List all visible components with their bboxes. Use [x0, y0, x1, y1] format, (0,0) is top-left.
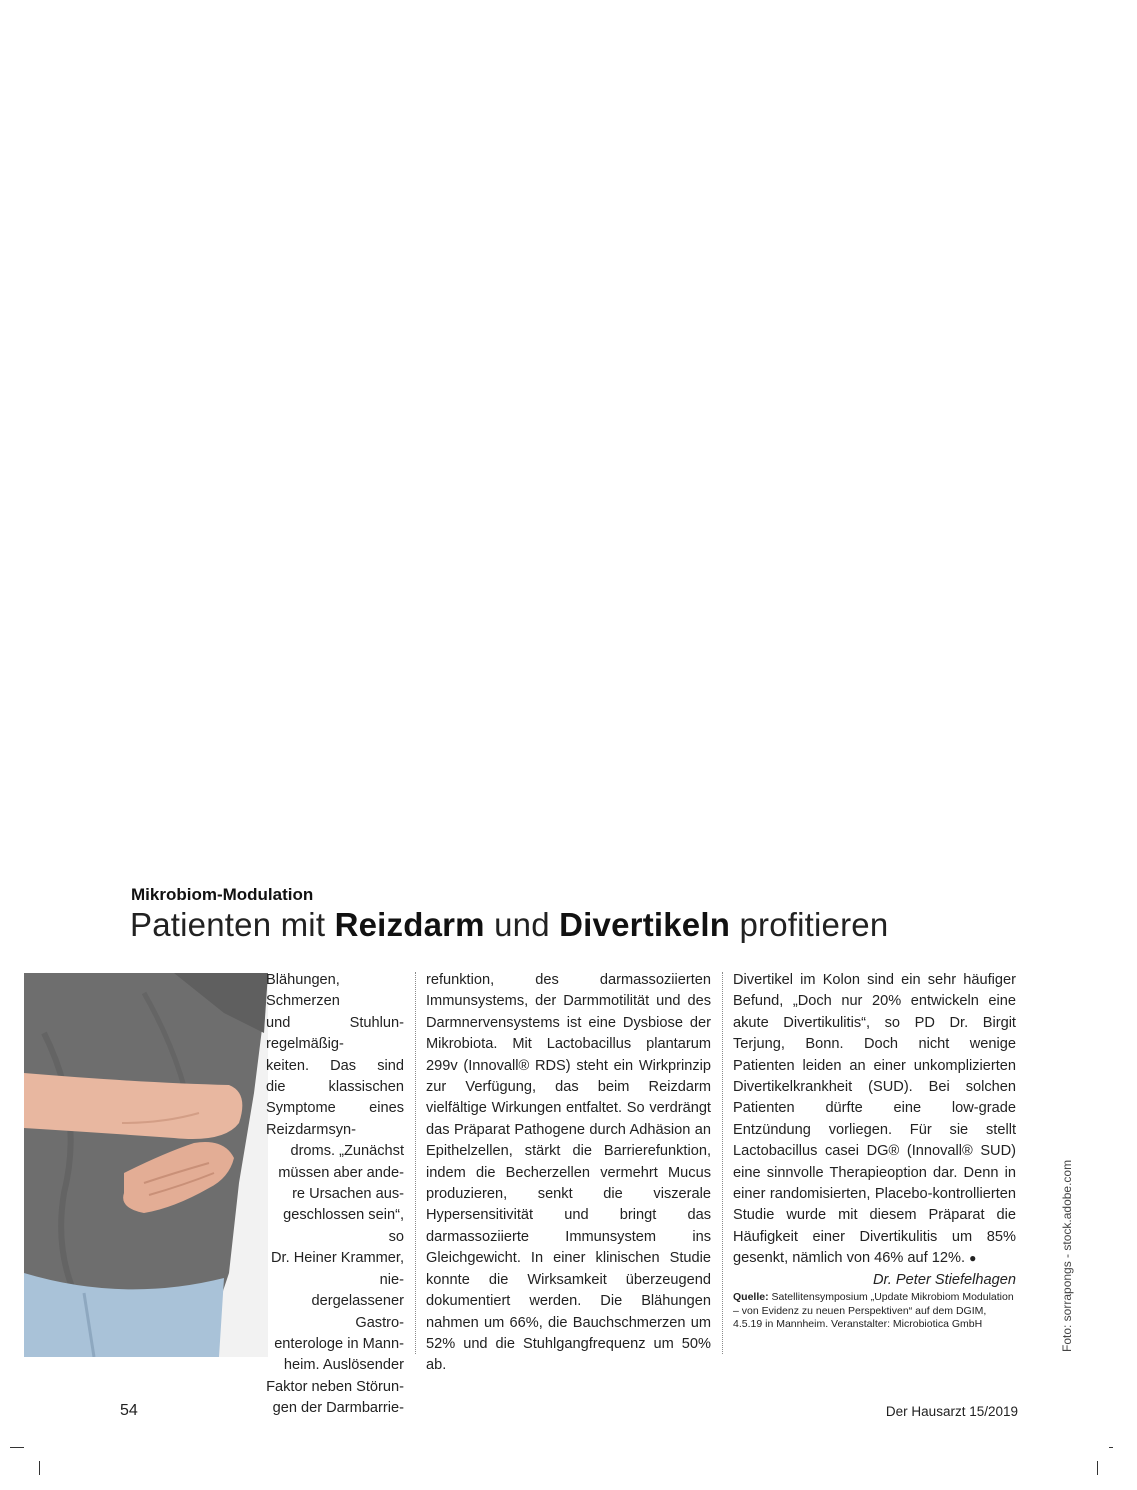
- column-1-line: müssen aber ande-: [278, 1164, 404, 1181]
- article-kicker: Mikrobiom-Modulation: [131, 885, 314, 904]
- column-1-line: Faktor neben Störun-: [266, 1378, 404, 1395]
- column-1-line: Schmerzen: [266, 993, 340, 1010]
- crop-mark: [1097, 1461, 1098, 1475]
- column-1-line: Blähungen,: [266, 972, 340, 988]
- headline-bold-reizdarm: Reizdarm: [334, 906, 485, 943]
- column-1-line: keiten. Das sind: [266, 1057, 404, 1074]
- page-number: 54: [120, 1402, 138, 1419]
- column-1-line: Symptome eines: [266, 1100, 404, 1117]
- photo-credit: Foto: sorrapongs - stock.adobe.com: [1060, 1159, 1074, 1352]
- column-1-line: geschlossen sein“, so: [283, 1207, 404, 1245]
- column-3-text: Divertikel im Kolon sind ein sehr häufiger Befund, „Doch nur 20% entwickeln eine akute Divertikulitis“, so PD Dr. Birgit Terjung, Bonn. Doch nicht wenige Patienten leiden an einer unkomplizierten Divertikelkrankheit (SUD). Bei solchen Patienten dürfte eine low-grade Entzündung vorliegen. Für sie stellt Lactobacillus casei DG® (Innovall® SUD) eine sinnvolle Therapieoption dar. Denn in einer randomisierten, Placebo-kontrollierten Studie wurde mit diesem Präparat die Häufigkeit einer Divertikulitis um 85% gesenkt, nämlich von 46% auf 12%. ●: [733, 972, 1016, 1267]
- column-1-line: die klassischen: [266, 1079, 404, 1096]
- article-source: [733, 1291, 1016, 1331]
- column-1-line: Dr. Heiner Krammer, nie-: [271, 1250, 404, 1288]
- column-1-line: droms. „Zunächst: [290, 1143, 404, 1160]
- source-text: Satellitensymposium „Update Mikrobiom Modulation – von Evidenz zu neuen Perspektiven“ auf dem DGIM, 4.5.19 in Mannheim. Veranstalter: Microbiotica GmbH: [733, 1291, 1014, 1330]
- column-divider-1: [415, 972, 416, 1354]
- crop-mark: [1109, 1447, 1113, 1448]
- crop-mark: [10, 1447, 24, 1448]
- crop-mark: [39, 1461, 40, 1475]
- column-1-line: gen der Darmbarrie-: [272, 1400, 404, 1417]
- column-1-line: Reizdarmsyn-: [266, 1121, 357, 1138]
- article-column-2: [426, 970, 711, 1377]
- headline-bold-divertikeln: Divertikeln: [559, 906, 731, 943]
- headline-part-2: und: [484, 906, 560, 943]
- end-mark-icon: ●: [969, 1251, 977, 1266]
- stomach-pain-illustration: [24, 973, 268, 1357]
- article-photo: [24, 973, 268, 1357]
- article-column-1: [266, 970, 404, 1420]
- source-label: Quelle:: [733, 1291, 769, 1304]
- column-divider-2: [722, 972, 723, 1354]
- article-headline: [130, 906, 888, 944]
- column-1-line: re Ursachen aus-: [292, 1186, 404, 1203]
- article-column-3: [733, 970, 1016, 1331]
- column-1-line: enterologe in Mann-: [274, 1335, 404, 1352]
- column-1-line: und Stuhlun-: [266, 1014, 404, 1031]
- headline-part-3: profitieren: [730, 906, 889, 943]
- headline-part-1: Patienten mit: [130, 906, 335, 943]
- journal-name: Der Hausarzt 15/2019: [885, 1404, 1018, 1419]
- column-1-line: dergelassener Gastro-: [311, 1293, 404, 1331]
- column-1-line: heim. Auslösender: [283, 1357, 404, 1374]
- column-1-line: regelmäßig-: [266, 1036, 344, 1053]
- column-2-text: refunktion, des darmassoziierten Immunsystems, der Darmmotilität und des Darmnervensystems ist eine Dysbiose der Mikrobiota. Mit Lactobacillus plantarum 299v (Innovall® RDS) steht ein Wirkprinzip zur Verfügung, das beim Reizdarm vielfältige Wirkungen entfaltet. So verdrängt das Präparat Pathogene durch Adhäsion an Epithelzellen, stärkt die Barrierefunktion, indem die Becherzellen vermehrt Mucus produzieren, senkt die viszerale Hypersensitivität und bringt das darmassoziierte Immunsystem ins Gleichgewicht. In einer klinischen Studie konnte die Wirksamkeit überzeugend dokumentiert werden. Die Blähungen nahmen um 66%, die Bauchschmerzen um 52% und die Stuhlgangfrequenz um 50% ab.: [426, 972, 711, 1374]
- article-author: Dr. Peter Stiefelhagen: [872, 1271, 1016, 1288]
